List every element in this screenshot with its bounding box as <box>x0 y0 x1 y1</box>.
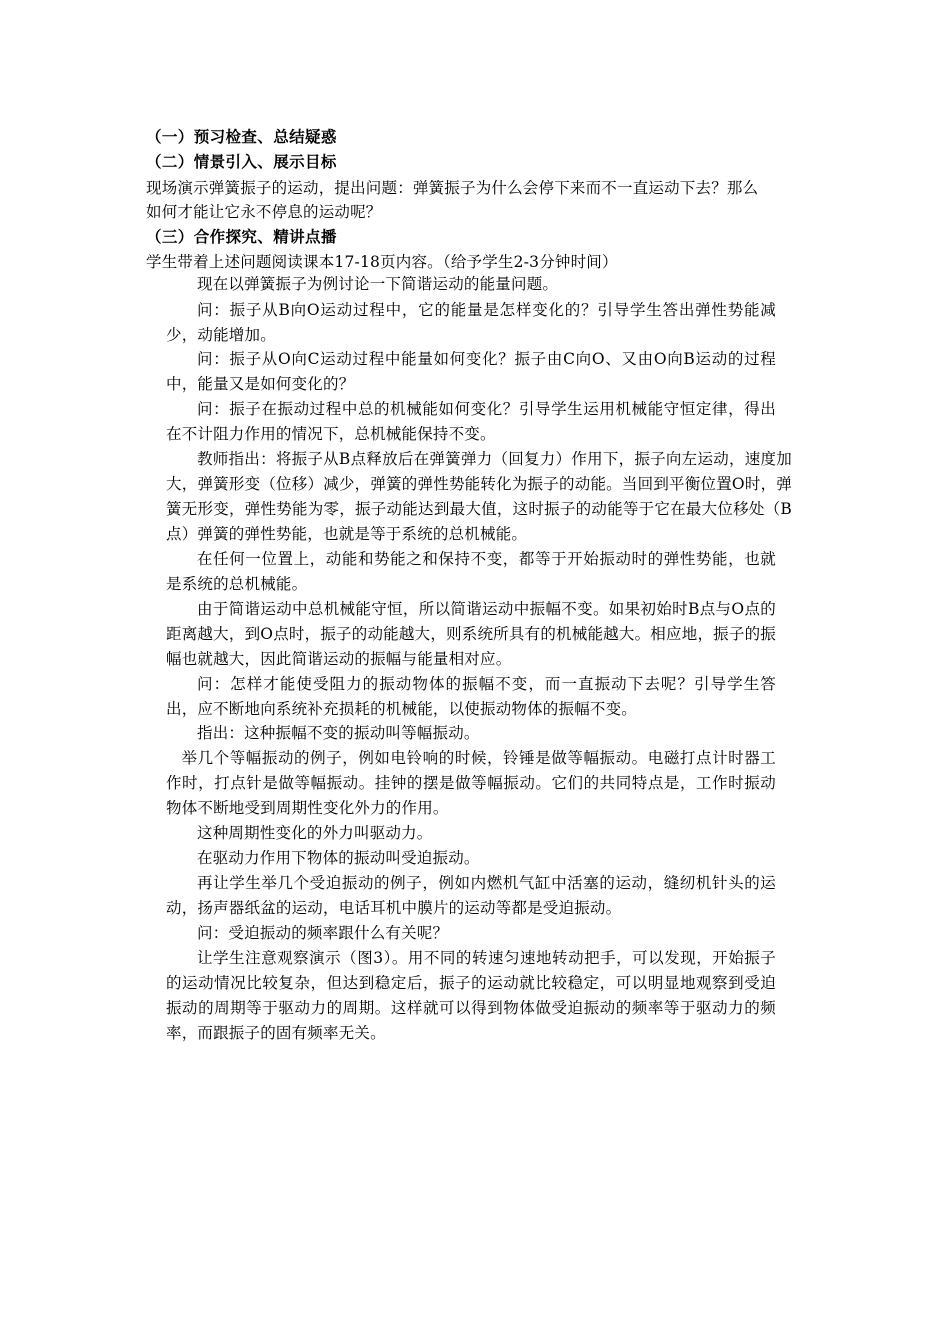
paragraph-constant-amplitude-def: 指出：这种振幅不变的振动叫等幅振动。 <box>197 724 480 742</box>
paragraph-question-o-to-c: 问：振子从O向C运动过程中能量如何变化？振子由C向O、又由O向B运动的过程中，能量又是如何变化的？ <box>166 350 776 393</box>
paragraph-energy-intro: 现在以弹簧振子为例讨论一下简谐运动的能量问题。 <box>197 275 559 293</box>
intro-line-2: 如何才能让它永不停息的运动呢？ <box>146 203 382 221</box>
paragraph-driving-force-def: 这种周期性变化的外力叫驱动力。 <box>197 824 433 842</box>
heading-scenario-intro: （二）情景引入、展示目标 <box>146 153 337 171</box>
paragraph-question-damping: 问：怎样才能使受阻力的振动物体的振幅不变，而一直振动下去呢？引导学生答出，应不断地向系统补充损耗的机械能，以使振动物体的振幅不变。 <box>166 675 776 718</box>
paragraph-question-b-to-o: 问：振子从B向O运动过程中，它的能量是怎样变化的？引导学生答出弹性势能减少，动能增加。 <box>166 301 776 344</box>
paragraph-forced-vibration-def: 在驱动力作用下物体的振动叫受迫振动。 <box>197 849 480 867</box>
paragraph-examples-constant: 举几个等幅振动的例子，例如电铃响的时候，铃锤是做等幅振动。电磁打点计时器工作时，打点针是做等幅振动。挂钟的摆是做等幅振动。它们的共同特点是，工作时振动物体不断地受到周期性变化外力的作用。 <box>166 749 776 817</box>
paragraph-any-position: 在任何一位置上，动能和势能之和保持不变，都等于开始振动时的弹性势能，也就是系统的总机械能。 <box>166 550 776 593</box>
reading-instruction: 学生带着上述问题阅读课本17-18页内容。（给予学生2-3分钟时间） <box>146 253 618 271</box>
paragraph-question-frequency: 问：受迫振动的频率跟什么有关呢？ <box>197 924 449 942</box>
heading-cooperative-inquiry: （三）合作探究、精讲点播 <box>146 228 337 246</box>
paragraph-demonstration: 让学生注意观察演示（图3）。用不同的转速匀速地转动把手，可以发现，开始振子的运动情况比较复杂，但达到稳定后，振子的运动就比较稳定，可以明显地观察到受迫振动的周期等于驱动力的周期。这样就可以得到物体做受迫振动的频率等于驱动力的频率，而跟振子的固有频率无关。 <box>166 949 776 1042</box>
heading-preview-check: （一）预习检查、总结疑惑 <box>146 128 337 146</box>
paragraph-question-total-energy: 问：振子在振动过程中总的机械能如何变化？引导学生运用机械能守恒定律，得出在不计阻力作用的情况下，总机械能保持不变。 <box>166 400 776 443</box>
paragraph-examples-forced: 再让学生举几个受迫振动的例子，例如内燃机气缸中活塞的运动，缝纫机针头的运动，扬声器纸盆的运动，电话耳机中膜片的运动等都是受迫振动。 <box>166 874 776 917</box>
intro-line-1: 现场演示弹簧振子的运动，提出问题：弹簧振子为什么会停下来而不一直运动下去？那么 <box>146 179 759 197</box>
paragraph-teacher-explains: 教师指出：将振子从B点释放后在弹簧弹力（回复力）作用下，振子向左运动，速度加大，弹簧形变（位移）减少，弹簧的弹性势能转化为振子的动能。当回到平衡位置O时，弹簧无形变，弹性势能为零，振子动能达到最大值，这时振子的动能等于它在最大位移处（B点）弹簧的弹性势能，也就是等于系统的总机械能。 <box>166 450 792 543</box>
paragraph-amplitude-constant: 由于简谐运动中总机械能守恒，所以简谐运动中振幅不变。如果初始时B点与O点的距离越大，到O点时，振子的动能越大，则系统所具有的机械能越大。相应地，振子的振幅也就越大，因此简谐运动的振幅与能量相对应。 <box>166 600 776 668</box>
